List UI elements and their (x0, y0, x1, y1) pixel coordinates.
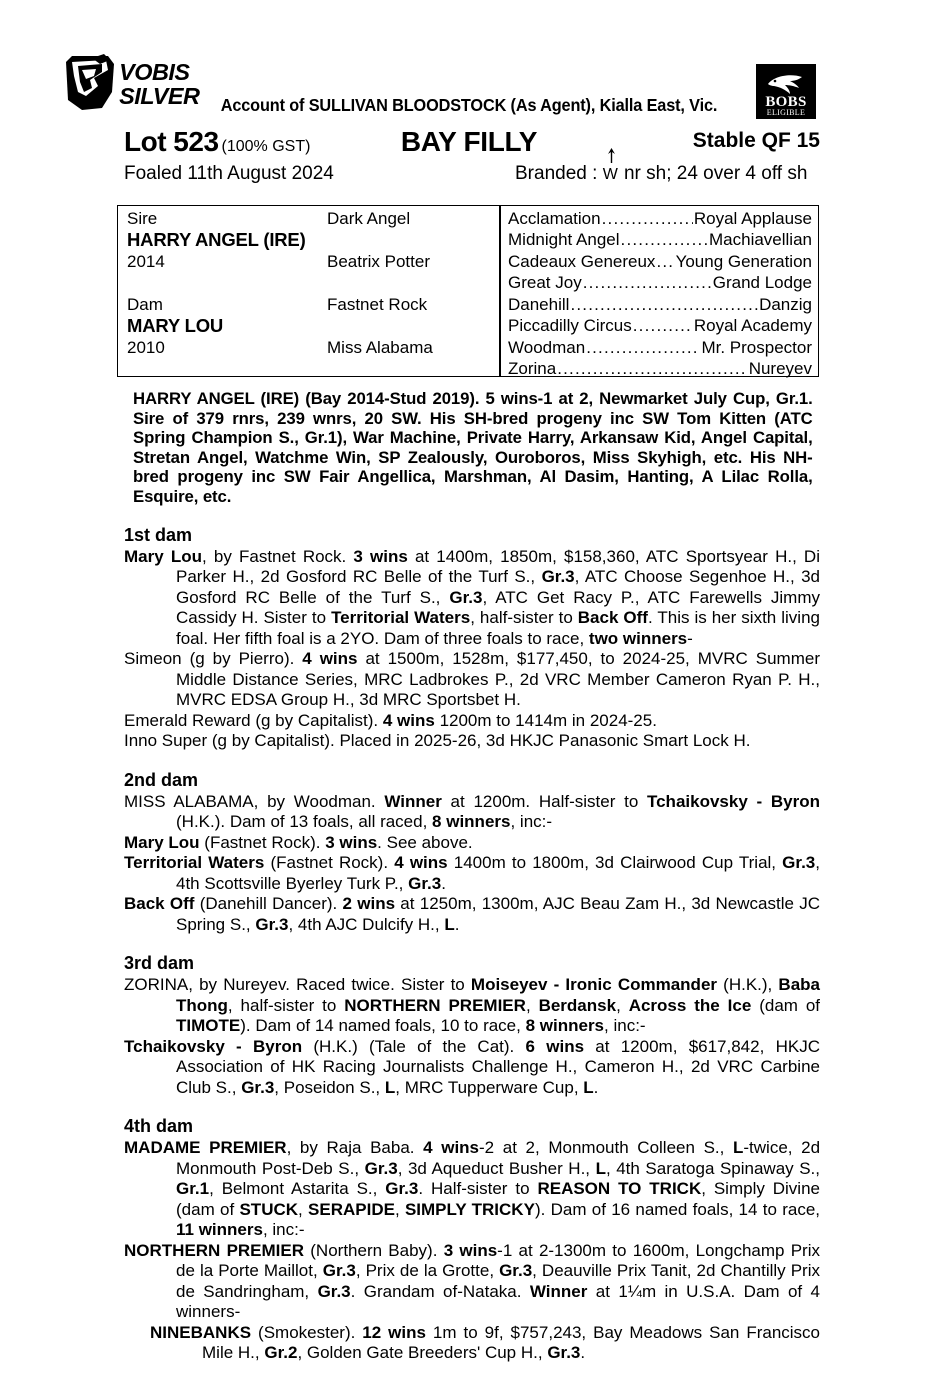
dam-name: MARY LOU (127, 315, 224, 336)
foaled-date: Foaled 11th August 2024 (124, 163, 334, 184)
pedigree-entry: NINEBANKS (Smokester). 12 wins 1m to 9f, $757,243, Bay Meadows San Francisco Mile H., Gr.2, Golden Gate Breeders' Cup H., Gr.3. (150, 1322, 821, 1363)
stable-location: Stable QF 15 (692, 129, 820, 152)
pedigree-entry: Tchaikovsky - Byron (H.K.) (Tale of the Cat). 6 wins at 1200m, $617,842, HKJC Association of HK Racing Journalists Challenge H., Cameron H., 2d VRC Carbine Club S., Gr.3, Poseidon S., L, MRC Tupperware Cup, L. (124, 1036, 820, 1097)
pedigree-row (118, 315, 818, 336)
sire-label: Sire (127, 209, 158, 228)
gp-right: Danzig (759, 295, 812, 314)
pedigree-entry: Inno Super (g by Capitalist). Placed in 2025-26, 3d HKJC Panasonic Smart Lock H. (124, 731, 751, 751)
lot-number: Lot 523 (124, 126, 219, 157)
gp-left: Midnight Angel (508, 230, 620, 249)
gp-right: Royal Academy (693, 316, 812, 335)
leader-dots (633, 317, 693, 334)
dam-section (124, 770, 820, 936)
gp-left: Piccadilly Circus (508, 316, 632, 335)
pedigree-entry: Territorial Waters (Fastnet Rock). 4 wins 1400m to 1800m, 3d Clairwood Cup Trial, Gr.3, 4th Scottsville Byerley Turk P., Gr.3. (124, 853, 820, 893)
dam-section (124, 525, 820, 752)
grandparent-row (508, 229, 812, 250)
pedigree-entry: MADAME PREMIER, by Raja Baba. 4 wins-2 at 2, Monmouth Colleen S., L-twice, 2d Monmouth Post-Deb S., Gr.3, 3d Aqueduct Busher H., L, 4th Saratoga Spinaway S., Gr.1, Belmont Astarita S., Gr.3. Half-sister to REASON TO TRICK, Simply Divine (dam of STUCK, SERAPIDE, SIMPLY TRICKY). Dam of 16 named foals, 14 to race, 11 winners, inc:- (124, 1138, 821, 1240)
sire-name: HARRY ANGEL (IRE) (127, 229, 306, 250)
grandparent-row (508, 337, 812, 358)
pedigree-entry: MISS ALABAMA, by Woodman. Winner at 1200m. Half-sister to Tchaikovsky - Byron (H.K.). Dam of 13 foals, all raced, 8 winners, inc:- (124, 791, 820, 832)
pedigree-entry: NORTHERN PREMIER (Northern Baby). 3 wins-1 at 2-1300m to 1600m, Longchamp Prix de la Porte Maillot, Gr.3, Prix de la Grotte, Gr.3, Deauville Prix Tanit, 2d Chantilly Prix de Sandringham, Gr.3. Grandam of-Nataka. Winner at 1¼m in U.S.A. Dam of 4 winners- (124, 1240, 820, 1322)
pedigree-row (118, 229, 818, 250)
svg-text:VOBIS: VOBIS (119, 59, 190, 85)
dam-section (124, 1116, 820, 1364)
pedigree-row (118, 272, 818, 293)
leader-dots (586, 339, 700, 356)
gp-right: Grand Lodge (712, 273, 812, 292)
leader-dots (602, 210, 693, 227)
gp-left: Great Joy (508, 273, 582, 292)
pedigree-entry: Back Off (Danehill Dancer). 2 wins at 1250m, 1300m, AJC Beau Zam H., 3d Newcastle JC Spring S., Gr.3, 4th AJC Dulcify H., L. (124, 894, 820, 934)
gp-left: Cadeaux Genereux (508, 252, 656, 271)
pedigree-entry: Mary Lou (Fastnet Rock). 3 wins. See above. (124, 832, 473, 852)
pedigree-row (118, 337, 818, 358)
dam-sections (0, 525, 938, 1364)
grandparent-row (508, 251, 812, 272)
svg-text:BOBS: BOBS (765, 94, 807, 110)
pedigree-row (118, 251, 818, 272)
up-arrow-icon (606, 147, 617, 163)
leader-dots (557, 360, 748, 377)
gp-right: Machiavellian (709, 230, 812, 249)
gp-left: Danehill (508, 295, 570, 314)
grandparent-row (508, 272, 812, 293)
grandparent-row (508, 358, 812, 379)
foaled-branded-row (0, 163, 938, 193)
brand-symbol (603, 163, 619, 185)
leader-dots (656, 253, 674, 270)
gp-left: Zorina (508, 359, 557, 378)
leader-dots (621, 231, 708, 248)
dam-heading: 1st dam (124, 524, 193, 545)
dam-year: 2010 (127, 338, 165, 357)
grandparent-row (508, 294, 812, 315)
branded-detail: nr sh; 24 over 4 off sh (623, 163, 808, 184)
gp-right: Nureyev (748, 359, 812, 378)
leader-dots (570, 296, 758, 313)
gst-note: (100% GST) (221, 138, 311, 155)
pedigree-entry: Simeon (g by Pierro). 4 wins at 1500m, 1528m, $177,450, to 2024-25, MVRC Summer Middle Distance Series, MRC Ladbrokes P., 2d VRC Member Cameron Ryan P. H., MVRC EDSA Group H., 3d MRC Sportsbet H. (124, 649, 820, 710)
sire-dam: Beatrix Potter (327, 252, 430, 271)
svg-text:SILVER: SILVER (119, 83, 200, 109)
dam-section (124, 953, 820, 1098)
page-header (0, 0, 938, 122)
sire-year: 2014 (127, 252, 165, 271)
branded-info (515, 163, 807, 185)
grandparent-row (508, 208, 812, 229)
gp-right: Royal Applause (693, 209, 812, 228)
grandparent-row (508, 315, 812, 336)
pedigree-row (118, 294, 818, 315)
dam-heading: 2nd dam (124, 769, 199, 790)
branded-label: Branded : (515, 163, 598, 184)
pedigree-entry: ZORINA, by Nureyev. Raced twice. Sister to Moiseyev - Ironic Commander (H.K.), Baba Thong, half-sister to NORTHERN PREMIER, Berdansk, Across the Ice (dam of TIMOTE). Dam of 14 named foals, 10 to race, 8 winners, inc:- (124, 975, 821, 1036)
brand-letter: W (602, 166, 618, 183)
pedigree-entry: Mary Lou, by Fastnet Rock. 3 wins at 1400m, 1850m, $158,360, ATC Sportsyear H., Di Parker H., 2d Gosford RC Belle of the Turf S., Gr.3, ATC Choose Segenhoe H., 3d Gosford RC Belle of the Turf S., Gr.3, ATC Get Racy P., ATC Farewells Jimmy Cassidy H. Sister to Territorial Waters, half-sister to Back Off. This is her sixth living foal. Her fifth foal is a 2YO. Dam of three foals to race, two winners- (124, 546, 820, 648)
pedigree-grid (118, 206, 818, 376)
pedigree-entry: Emerald Reward (g by Capitalist). 4 wins 1200m to 1414m in 2024-25. (124, 710, 657, 730)
dam-dam: Miss Alabama (327, 338, 433, 357)
leader-dots (583, 274, 712, 291)
sex-and-colour: BAY FILLY (400, 126, 538, 157)
dam-label: Dam (127, 295, 163, 314)
account-line: Account of SULLIVAN BLOODSTOCK (As Agent), Kialla East, Vic. (220, 95, 718, 115)
gp-right: Young Generation (675, 252, 812, 271)
gp-left: Acclamation (508, 209, 601, 228)
gp-right: Mr. Prospector (701, 338, 812, 357)
pedigree-table (117, 205, 819, 377)
pedigree-row (118, 208, 818, 229)
dam-heading: 4th dam (124, 1116, 194, 1137)
svg-text:ELIGIBLE: ELIGIBLE (766, 108, 806, 117)
lot-title-row (0, 126, 938, 160)
dam-heading: 3rd dam (124, 953, 195, 974)
pedigree-row (118, 358, 818, 379)
dam-sire: Fastnet Rock (327, 295, 428, 314)
gp-left: Woodman (508, 338, 586, 357)
sire-summary-paragraph: HARRY ANGEL (IRE) (Bay 2014-Stud 2019). 5 wins-1 at 2, Newmarket July Cup, Gr.1. Sire of 379 rnrs, 239 wnrs, 20 SW. His SH-bred progeny inc SW Tom Kitten (ATC Spring Champion S., Gr.1), War Machine, Private Harry, Arkansaw Kid, Angel Capital, Stretan Angel, Watchme Win, SP Zealously, Ouroboros, Miss Skyhigh, etc. His NH-bred progeny inc SW Fair Angellica, Marshman, Al Dasim, Hanting, A Lilac Rolla, Esquire, etc. (133, 389, 813, 506)
sire-sire: Dark Angel (327, 209, 411, 228)
